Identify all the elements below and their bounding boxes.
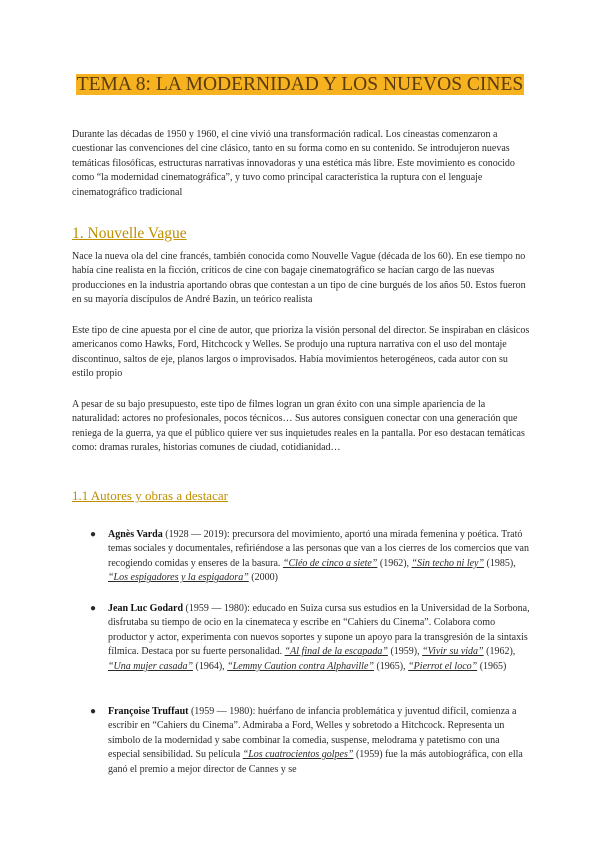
- author-description: (1959 — 1980): educado en Suiza cursa sus estudios en la Universidad de la Sorbona, disfrutaba su tiempo de ocio en la cinemateca y escribe en “Cahiers du Cinema”. Colabora como productor y actor, experimenta con nuevos soportes y supone un apoyo para la transgresión de la sintaxis fílmica. Destaca por su fuerte personalidad.: [108, 603, 530, 658]
- work-year: (2000): [248, 572, 278, 584]
- page-title: [72, 73, 528, 97]
- work-title: “Los cuatrocientos golpes”: [242, 749, 354, 761]
- work-year: (1959),: [387, 646, 423, 658]
- work-title: “Los espigadores y la espigadora”: [108, 572, 249, 584]
- work-title: “Lemmy Caution contra Alphaville”: [227, 660, 374, 672]
- work-title: “Una mujer casada”: [108, 660, 194, 672]
- work-year: (1985),: [484, 557, 516, 569]
- work-year: (1965),: [373, 660, 409, 672]
- work-year: (1962),: [377, 557, 412, 569]
- author-name: Françoise Truffaut: [108, 706, 189, 717]
- work-year: (1962),: [483, 646, 516, 658]
- work-title: “Cléo de cinco a siete”: [282, 557, 378, 569]
- nouvelle-vague-paragraph-1: Nace la nueva ola del cine francés, también conocida como Nouvelle Vague (década de los 60). En ese tiempo no había cine realista en la ficción, críticos de cine con bagaje cinematográfico se hacían cargo de las nuevas producciones en la industria aportando obras que contestan a un tipo de cine burgués de los años 50. Estos fueron en su mayoría discípulos de André Bazin, un teórico realista: [72, 251, 526, 306]
- section-heading-autores: 1.1 Autores y obras a destacar: [72, 488, 228, 503]
- work-title: “Pierrot el loco”: [408, 660, 478, 672]
- work-title: “Vivir su vida”: [422, 646, 484, 658]
- author-name: Jean Luc Godard: [108, 603, 184, 614]
- intro-paragraph: Durante las décadas de 1950 y 1960, el cine vivió una transformación radical. Los cineastas comenzaron a cuestionar las convenciones del cine clásico, tanto en su forma como en su contenido. Se introdujeron nuevas temáticas filosóficas, estructuras narrativas innovadoras y una estética más libre. Este movimiento es conocido como “la modernidad cinematográfica”, y tuvo como principal característica la ruptura con el lenguaje cinematográfico tradicional: [72, 129, 515, 198]
- bullet-icon: ●: [90, 603, 97, 614]
- work-title: “Sin techo ni ley”: [411, 557, 485, 569]
- bullet-icon: ●: [90, 706, 97, 717]
- list-item-truffaut: [90, 705, 532, 777]
- nouvelle-vague-paragraph-3: A pesar de su bajo presupuesto, este tipo de filmes logran un gran éxito con una simple apariencia de la naturalidad: actores no profesionales, pocos técnicos… Sus autores consiguen conectar con una generación que reniega de la guerra, ya que el público quiere ver sus inquietudes reales en la pantalla. Por eso destacan temáticas como: dramas rurales, historias comunes de ciudad, cotidianidad…: [72, 399, 525, 454]
- list-item-godard: [90, 602, 532, 674]
- work-title: “Al final de la escapada”: [284, 646, 388, 658]
- work-year: (1964),: [193, 660, 228, 672]
- work-year: (1965): [477, 660, 507, 672]
- bullet-icon: ●: [90, 529, 97, 540]
- section-heading-nouvelle-vague: 1. Nouvelle Vague: [72, 225, 187, 242]
- work-year: (1959) fue la más autobiográfica, con ella ganó el premio a mejor director de Cannes y se: [108, 749, 523, 775]
- author-description: (1928 — 2019): precursora del movimiento, aportó una mirada femenina y poética. Trató temas sociales y documentales, refiriéndose a las personas que van a los cierres de los comercios que van recogiendo comidas y enseres de la basura.: [108, 529, 529, 569]
- list-item-varda: [90, 528, 532, 586]
- nouvelle-vague-paragraph-2: Este tipo de cine apuesta por el cine de autor, que prioriza la visión personal del director. Se inspiraban en clásicos americanos como Hawks, Ford, Hitchcock y Welles. Se produjo una ruptura narrativa con el uso del montaje discontinuo, saltos de eje, planos largos o improvisados. Había movimientos heterogéneos, cada autor con su estilo propio: [72, 325, 530, 380]
- page-title-text: TEMA 8: LA MODERNIDAD Y LOS NUEVOS CINES: [76, 74, 524, 95]
- author-description: (1959 — 1980): huérfano de infancia problemática y juventud difícil, comienza a escribir en “Cahiers du Cinema”. Admiraba a Ford, Welles y sobretodo a Hitchcock. Representa un símbolo de la modernidad y sabe combinar la comedia, suspense, melodrama y patetismo con una especial sensibilidad. Su película: [108, 706, 517, 761]
- author-name: Agnès Varda: [108, 529, 163, 540]
